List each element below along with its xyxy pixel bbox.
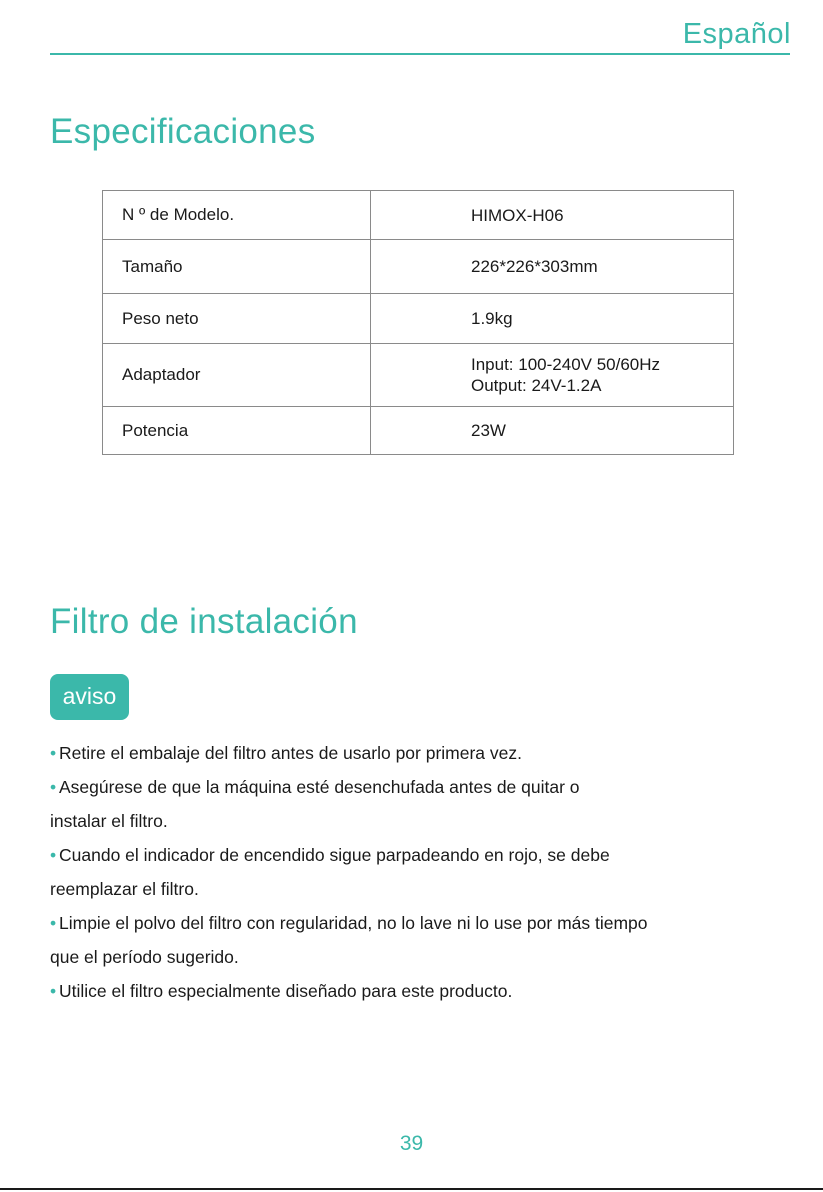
bullet-icon: •	[50, 913, 57, 933]
note-text-continued: que el período sugerido.	[50, 947, 239, 967]
spec-value-line: 226*226*303mm	[471, 257, 598, 276]
note-text: Cuando el indicador de encendido sigue parpadeando en rojo, se debe	[59, 845, 610, 865]
notice-list	[50, 736, 790, 1008]
bullet-icon: •	[50, 845, 57, 865]
spec-value-line: Output: 24V-1.2A	[471, 376, 602, 395]
bullet-icon: •	[50, 777, 57, 797]
filter-installation-title: Filtro de instalación	[50, 602, 358, 641]
note-text: Utilice el filtro especialmente diseñado para este producto.	[59, 981, 513, 1001]
spec-label: Tamaño	[103, 240, 371, 294]
table-row	[103, 407, 734, 455]
spec-label: Peso neto	[103, 294, 371, 344]
spec-value-line: 23W	[471, 421, 506, 440]
language-label: Español	[682, 18, 791, 50]
note-text-continued: reemplazar el filtro.	[50, 879, 199, 899]
spec-label: Adaptador	[103, 344, 371, 407]
header-divider	[50, 53, 790, 55]
spec-value-line: HIMOX-H06	[471, 205, 564, 225]
spec-value	[371, 240, 734, 294]
list-item	[50, 974, 790, 1008]
spec-value	[371, 344, 734, 407]
page-number: 39	[399, 1132, 424, 1155]
spec-label: N º de Modelo.	[103, 191, 371, 240]
table-row	[103, 240, 734, 294]
note-text: Asegúrese de que la máquina esté desenchufada antes de quitar o	[59, 777, 580, 797]
note-text-continued: instalar el filtro.	[50, 811, 168, 831]
bullet-icon: •	[50, 743, 57, 763]
table-row	[103, 294, 734, 344]
note-text: Retire el embalaje del filtro antes de usarlo por primera vez.	[59, 743, 522, 763]
list-item	[50, 770, 790, 838]
spec-value-line: 1.9kg	[471, 309, 513, 328]
spec-value-line: Input: 100-240V 50/60Hz	[471, 355, 661, 374]
bottom-divider	[0, 1188, 823, 1190]
table-row	[103, 344, 734, 407]
specifications-table	[102, 190, 734, 455]
spec-value	[371, 407, 734, 455]
table-row	[103, 191, 734, 240]
notice-badge: aviso	[50, 674, 129, 720]
spec-value	[371, 191, 734, 240]
list-item	[50, 906, 790, 974]
spec-value	[371, 294, 734, 344]
spec-label: Potencia	[103, 407, 371, 455]
list-item	[50, 838, 790, 906]
specifications-title: Especificaciones	[50, 112, 316, 151]
note-text: Limpie el polvo del filtro con regularidad, no lo lave ni lo use por más tiempo	[59, 913, 648, 933]
list-item	[50, 736, 790, 770]
bullet-icon: •	[50, 981, 57, 1001]
